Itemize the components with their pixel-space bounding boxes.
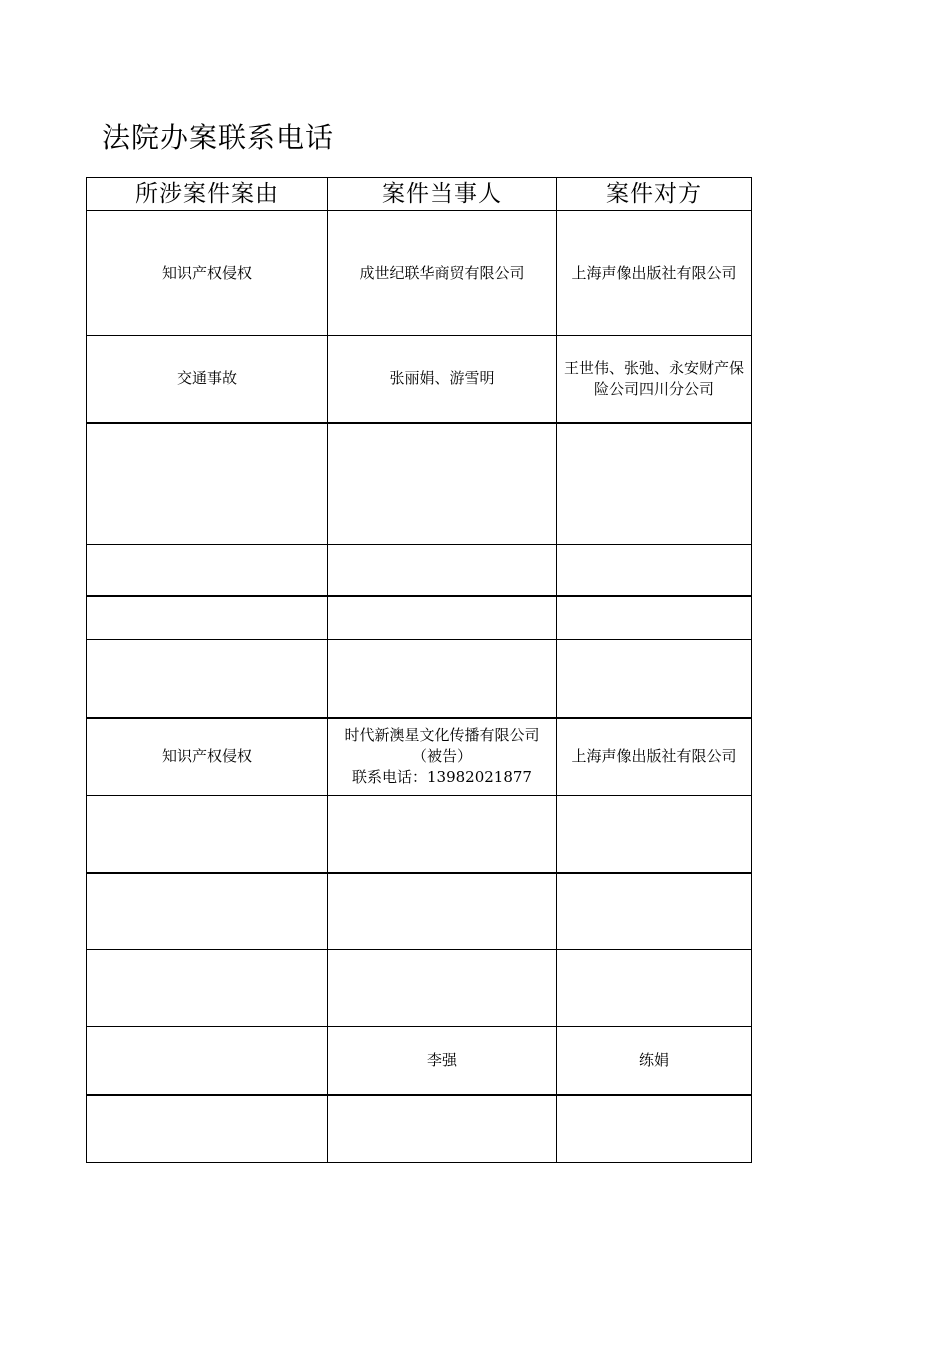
cell-cause xyxy=(87,1095,328,1163)
cell-cause xyxy=(87,545,328,596)
table-row xyxy=(87,1027,752,1095)
cell-opponent xyxy=(557,1095,752,1163)
cell-opponent xyxy=(557,950,752,1027)
table-header-row xyxy=(87,178,752,211)
cell-party xyxy=(328,596,557,640)
cell-opponent xyxy=(557,596,752,640)
cell-opponent xyxy=(557,873,752,950)
table-row xyxy=(87,718,752,796)
cell-party xyxy=(328,1095,557,1163)
header-case-party: 案件当事人 xyxy=(328,178,557,211)
table-row xyxy=(87,796,752,873)
cell-cause xyxy=(87,640,328,718)
cell-party xyxy=(328,545,557,596)
cell-cause xyxy=(87,1027,328,1095)
cell-party xyxy=(328,796,557,873)
cell-cause xyxy=(87,796,328,873)
cell-party: 成世纪联华商贸有限公司 xyxy=(328,211,557,336)
cell-opponent: 练娟 xyxy=(557,1027,752,1095)
cell-party xyxy=(328,950,557,1027)
cell-cause xyxy=(87,596,328,640)
cell-cause xyxy=(87,950,328,1027)
table-row xyxy=(87,545,752,596)
table-row xyxy=(87,336,752,423)
table-row xyxy=(87,596,752,640)
cell-cause: 知识产权侵权 xyxy=(87,211,328,336)
case-contact-table xyxy=(86,177,752,1163)
cell-opponent xyxy=(557,423,752,545)
cell-opponent xyxy=(557,640,752,718)
cell-party xyxy=(328,873,557,950)
cell-party: 张丽娟、游雪明 xyxy=(328,336,557,423)
cell-cause xyxy=(87,873,328,950)
cell-opponent: 上海声像出版社有限公司 xyxy=(557,718,752,796)
table-row xyxy=(87,1095,752,1163)
cell-party: 李强 xyxy=(328,1027,557,1095)
cell-opponent xyxy=(557,796,752,873)
table-row xyxy=(87,873,752,950)
header-case-cause: 所涉案件案由 xyxy=(87,178,328,211)
table-row xyxy=(87,423,752,545)
header-case-opponent: 案件对方 xyxy=(557,178,752,211)
cell-cause xyxy=(87,423,328,545)
page-title: 法院办案联系电话 xyxy=(102,121,335,154)
cell-cause: 交通事故 xyxy=(87,336,328,423)
cell-cause: 知识产权侵权 xyxy=(87,718,328,796)
cell-opponent xyxy=(557,545,752,596)
cell-party: 时代新澳星文化传播有限公司（被告） 联系电话：13982021877 xyxy=(328,718,557,796)
cell-party xyxy=(328,640,557,718)
table-row xyxy=(87,640,752,718)
cell-opponent: 上海声像出版社有限公司 xyxy=(557,211,752,336)
cell-opponent: 王世伟、张弛、永安财产保险公司四川分公司 xyxy=(557,336,752,423)
table-row xyxy=(87,211,752,336)
cell-party xyxy=(328,423,557,545)
table-row xyxy=(87,950,752,1027)
